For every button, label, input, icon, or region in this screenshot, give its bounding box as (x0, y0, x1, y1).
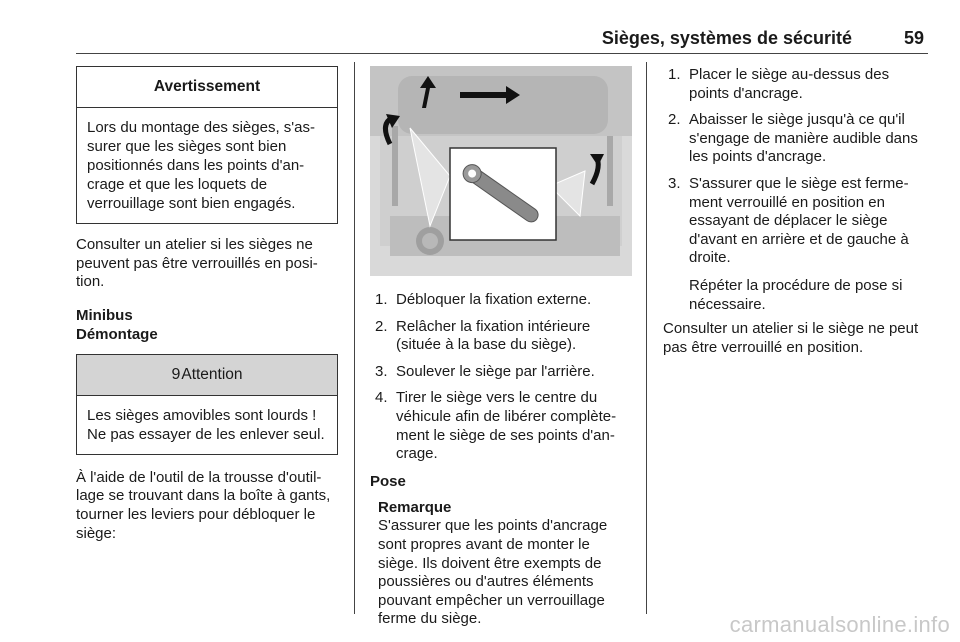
heading-pose: Pose (370, 472, 406, 490)
installation-steps-list (663, 66, 931, 314)
heading-minibus: Minibus (76, 306, 133, 324)
remarque-text: S'assurer que les points d'ancrage sont propres avant de monter le siège. Ils doivent être exempts de poussières ou d'autres éléments pouvant empêcher un verrouillage ferme du siège. (378, 517, 608, 628)
paragraph-atelier-verrouille: Consulter un atelier si le siège ne peut pas être verrouillé en position. (663, 320, 919, 356)
step3-extra-text: Répéter la procédure de pose si nécessaire. (689, 276, 903, 313)
list-item: 1. Débloquer la fixation externe. (375, 291, 592, 308)
page-header (76, 28, 928, 52)
list-item: 3. Soulever le siège par l'arrière. (375, 362, 595, 380)
page-title: Sièges, systèmes de sécurité (601, 28, 852, 48)
warning-box (76, 66, 338, 224)
seat-removal-illustration (370, 66, 632, 276)
warning-triangle-icon: 9 (171, 365, 181, 383)
column-2 (370, 66, 632, 629)
remarque-note (370, 499, 632, 629)
warning-title: Avertissement (77, 67, 337, 108)
list-item: 1. Placer le siège au-dessus des points d'ancrage. (668, 66, 890, 102)
list-item: 2. Abaisser le siège jusqu'à ce qu'il s'engage de manière audible dans les points d'ancrage. (668, 111, 918, 166)
attention-header (77, 355, 337, 396)
page-number: 59 (903, 28, 924, 48)
attention-box (76, 354, 338, 455)
header-rule (76, 53, 928, 54)
heading-demontage: Démontage (76, 325, 158, 343)
column-divider-right (646, 62, 647, 614)
attention-text: Les sièges amovibles sont lourds ! Ne pas essayer de les enlever seul. (87, 406, 325, 443)
watermark-text: carmanualsonline.info (729, 612, 950, 637)
column-1 (76, 66, 338, 543)
paragraph-atelier: Consulter un atelier si les sièges ne peuvent pas être verrouillés en posi-tion. (76, 236, 318, 291)
column-3 (663, 66, 931, 357)
list-item: 3. S'assurer que le siège est ferme-ment verrouillé en position en essayant de déplacer le siège d'avant en arrière et de gauche à droite. Répéter la procédure de pose si nécessaire. (663, 175, 931, 314)
column-divider-left (354, 62, 355, 614)
list-item: 2. Relâcher la fixation intérieure (située à la base du siège). (375, 317, 591, 354)
removal-steps-list (370, 291, 632, 464)
list-item: 4. Tirer le siège vers le centre du véhicule afin de libérer complète-ment le siège de ses points d'an-crage. (375, 389, 617, 463)
remarque-title: Remarque (378, 498, 452, 516)
attention-title: Attention (181, 365, 243, 383)
paragraph-outil: À l'aide de l'outil de la trousse d'outil-lage se trouvant dans la boîte à gants, tourner les leviers pour débloquer le siège: (76, 468, 331, 542)
warning-text: Lors du montage des sièges, s'as-surer que les sièges sont bien positionnés dans les points d'an-crage et que les loquets de verrouillage sont bien engagés. (87, 119, 315, 212)
